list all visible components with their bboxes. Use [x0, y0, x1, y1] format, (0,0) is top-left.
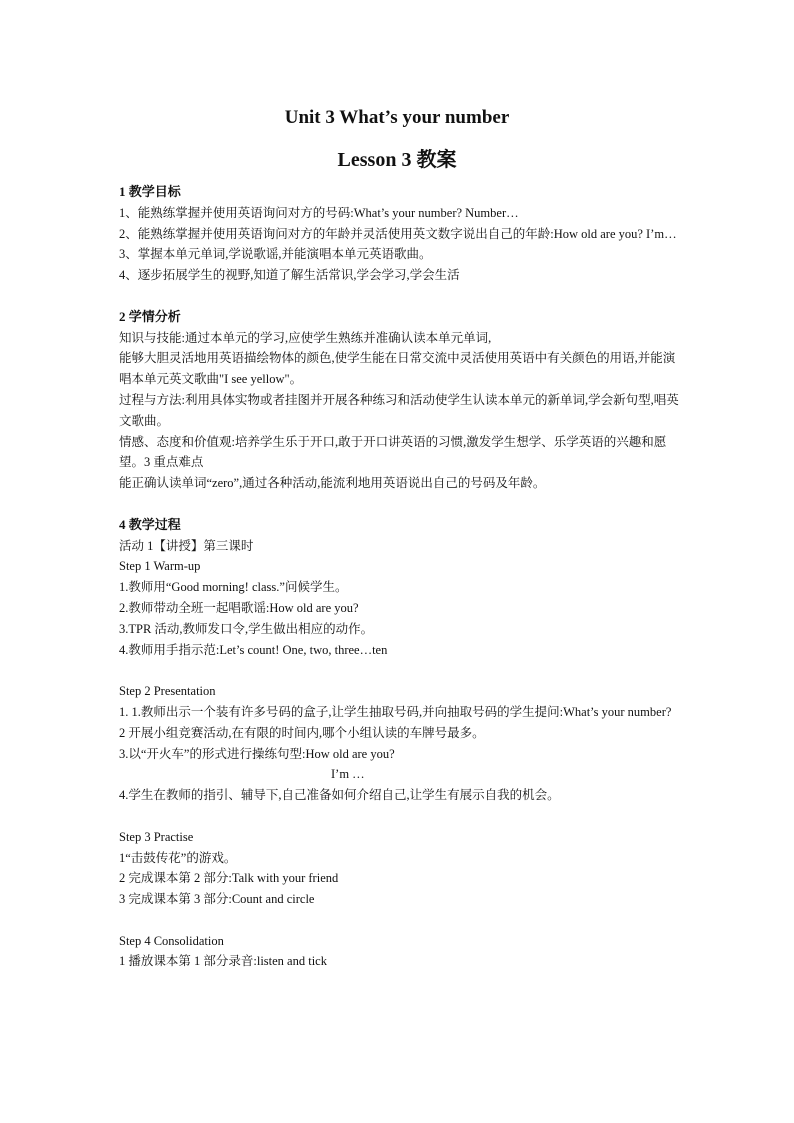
text-line: 4、逐步拓展学生的视野,知道了解生活常识,学会学习,学会生活: [119, 268, 460, 283]
text-line: 4.教师用手指示范:Let’s count! One, two, three…ten: [119, 642, 388, 657]
section-heading: 4 教学过程: [119, 516, 181, 532]
text-line: 3.TPR 活动,教师发口令,学生做出相应的动作。: [119, 621, 374, 636]
text-line: 能正确认读单词“zero”,通过各种活动,能流利地用英语说出自己的号码及年龄。: [119, 476, 546, 491]
text-line: Step 4 Consolidation: [119, 933, 224, 948]
text-line: 2、能熟练掌握并使用英语询问对方的年龄并灵活使用英文数字说出自己的年龄:How old are you? I’m…: [119, 226, 677, 241]
text-line: 1 播放课本第 1 部分录音:listen and tick: [119, 954, 327, 969]
document-title: Unit 3 What’s your number: [284, 107, 510, 128]
text-line: Step 3 Practise: [119, 829, 194, 844]
text-line: 2 开展小组竞赛活动,在有限的时间内,哪个小组认读的车牌号最多。: [119, 725, 485, 740]
blank-line: [119, 286, 679, 307]
text-line: 知识与技能:通过本单元的学习,应使学生熟练并准确认读本单元单词,: [119, 330, 492, 345]
text-line: 能够大胆灵活地用英语描绘物体的颜色,使学生能在日常交流中灵活使用英语中有关颜色的用语,并能演唱本单元英文歌曲"I see yellow"。: [119, 351, 676, 387]
text-line: 4.学生在教师的指引、辅导下,自己准备如何介绍自己,让学生有展示自我的机会。: [119, 788, 560, 803]
blank-line: [119, 910, 679, 931]
text-line: 活动 1【讲授】第三课时: [119, 538, 254, 553]
blank-line: [119, 494, 679, 515]
text-line: 2.教师带动全班一起唱歌谣:How old are you?: [119, 600, 359, 615]
text-line: 3.以“开火车”的形式进行操练句型:How old are you?: [119, 746, 395, 761]
document-subtitle: Lesson 3 教案: [337, 149, 457, 171]
text-line: 1、能熟练掌握并使用英语询问对方的号码:What’s your number? Number…: [119, 205, 519, 220]
text-line: Step 2 Presentation: [119, 684, 216, 699]
blank-line: [119, 806, 679, 827]
text-line: Step 1 Warm-up: [119, 559, 201, 574]
text-line: 2 完成课本第 2 部分:Talk with your friend: [119, 871, 339, 886]
text-line: 1. 1.教师出示一个装有许多号码的盒子,让学生抽取号码,并向抽取号码的学生提问:What’s your number?: [119, 704, 672, 719]
text-line: 3 完成课本第 3 部分:Count and circle: [119, 892, 315, 907]
blank-line: [119, 660, 679, 681]
text-line: 1“击鼓传花”的游戏。: [119, 850, 237, 865]
section-heading: 2 学情分析: [119, 308, 181, 324]
text-line: 3、掌握本单元单词,学说歌谣,并能演唱本单元英语歌曲。: [119, 247, 432, 262]
text-line: I’m …: [331, 767, 365, 782]
text-line: 1.教师用“Good morning! class.”问候学生。: [119, 580, 348, 595]
document-body: [119, 182, 679, 972]
section-heading: 1 教学目标: [119, 184, 181, 199]
text-line: 过程与方法:利用具体实物或者挂图并开展各种练习和活动使学生认读本单元的新单词,学会新句型,唱英文歌曲。: [119, 392, 679, 428]
text-line: 情感、态度和价值观:培养学生乐于开口,敢于开口讲英语的习惯,激发学生想学、乐学英语的兴趣和愿望。3 重点难点: [119, 434, 667, 470]
